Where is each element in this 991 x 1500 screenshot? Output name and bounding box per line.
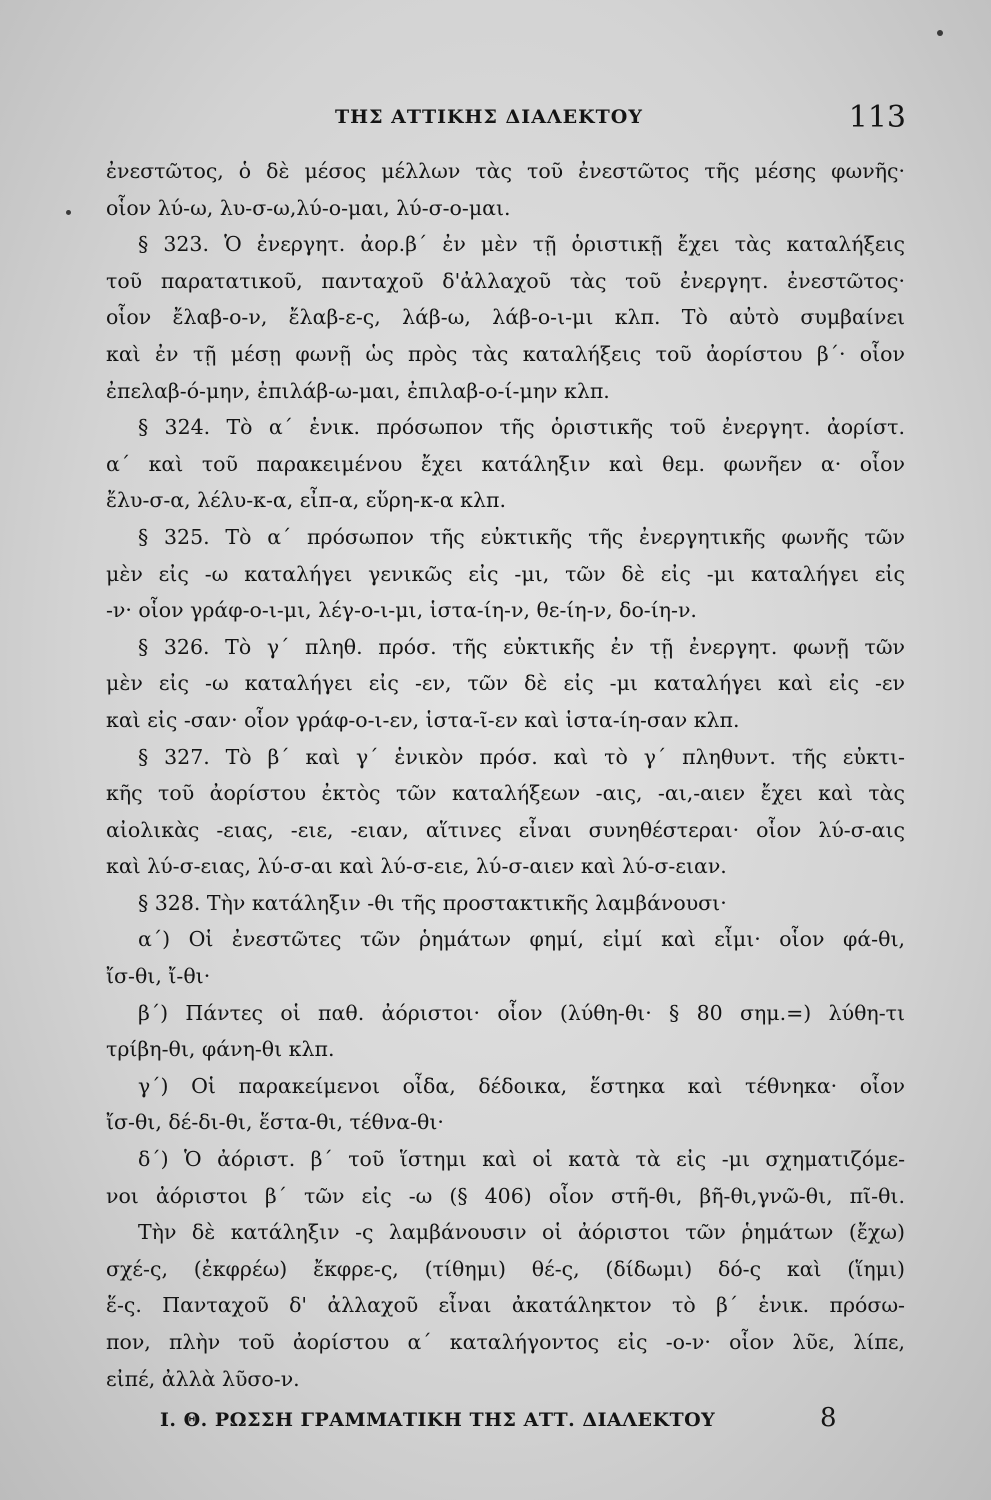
text-line: § 326. Τὸ γ΄ πληθ. πρόσ. τῆς εὐκτικῆς ἐν τῇ ἐνεργητ. φωνῇ τῶν <box>138 634 905 659</box>
text-line: α΄) Οἱ ἐνεστῶτες τῶν ῥημάτων φημί, εἰμί καὶ εἶμι· οἷον φά-θι, <box>138 927 905 952</box>
body-text <box>106 153 905 1397</box>
text-line: ἴσ-θι, ἴ-θι· <box>106 964 211 989</box>
text-line: -ν· οἷον γράφ-ο-ι-μι, λέγ-ο-ι-μι, ἱστα-ίη-ν, θε-ίη-ν, δο-ίη-ν. <box>106 598 697 623</box>
text-line: κῆς τοῦ ἀορίστου ἐκτὸς τῶν καταλήξεων -αις, -αι,-αιεν ἔχει καὶ τὰς <box>106 781 905 806</box>
text-line: ἐπελαβ-ό-μην, ἐπιλάβ-ω-μαι, ἐπιλαβ-ο-ί-μην κλπ. <box>106 378 610 403</box>
text-line: εἰπέ, ἀλλὰ λῦσο-ν. <box>106 1366 300 1391</box>
text-line: πον, πλὴν τοῦ ἀορίστου α΄ καταλήγοντος εἰς -ο-ν· οἷον λῦε, λίπε, <box>106 1330 905 1354</box>
running-title: ΤΗΣ ΑΤΤΙΚΗΣ ΔΙΑΛΕΚΤΟΥ <box>335 106 643 128</box>
text-line: σχέ-ς, (ἐκφρέω) ἔκφρε-ς, (τίθημι) θέ-ς, (δίδωμι) δό-ς καὶ (ἵημι) <box>106 1256 905 1281</box>
footer-title: Ι. Θ. ΡΩΣΣΗ ΓΡΑΜΜΑΤΙΚΗ ΤΗΣ ΑΤΤ. ΔΙΑΛΕΚΤΟΥ <box>160 1409 716 1431</box>
text-line: § 328. Τὴν κατάληξιν -θι τῆς προστακτικῆς λαμβάνουσι· <box>138 890 727 915</box>
text-line: νοι ἀόριστοι β΄ τῶν εἰς -ω (§ 406) οἷον στῆ-θι, βῆ-θι,γνῶ-θι, πῖ-θι. <box>106 1183 905 1208</box>
text-line: οἷον λύ-ω, λυ-σ-ω,λύ-ο-μαι, λύ-σ-ο-μαι. <box>106 195 511 220</box>
ink-speck <box>937 30 943 36</box>
text-line: § 325. Τὸ α΄ πρόσωπον τῆς εὐκτικῆς τῆς ἐνεργητικῆς φωνῆς τῶν <box>138 524 905 549</box>
text-line: γ΄) Οἱ παρακείμενοι οἶδα, δέδοικα, ἕστηκα καὶ τέθνηκα· οἷον <box>138 1073 905 1098</box>
text-line: § 323. Ὁ ἐνεργητ. ἀορ.β΄ ἐν μὲν τῇ ὁριστικῇ ἔχει τὰς καταλήξεις <box>138 232 905 257</box>
text-line: μὲν εἰς -ω καταλήγει εἰς -εν, τῶν δὲ εἰς -μι καταλήγει καὶ εἰς -εν <box>106 671 905 696</box>
text-line: ἕ-ς. Πανταχοῦ δ' ἀλλαχοῦ εἶναι ἀκατάληκτον τὸ β΄ ἑνικ. πρόσω- <box>106 1293 905 1318</box>
text-line: ἴσ-θι, δέ-δι-θι, ἕστα-θι, τέθνα-θι· <box>106 1110 444 1135</box>
running-head <box>105 100 906 140</box>
footer <box>160 1403 901 1443</box>
text-line: δ΄) Ὁ ἀόριστ. β΄ τοῦ ἵστημι καὶ οἱ κατὰ τὰ εἰς -μι σχηματιζόμε- <box>138 1147 905 1172</box>
text-line: α΄ καὶ τοῦ παρακειμένου ἔχει κατάληξιν καὶ θεμ. φωνῆεν α· οἷον <box>106 451 905 476</box>
text-line: § 327. Τὸ β΄ καὶ γ΄ ἑνικὸν πρόσ. καὶ τὸ γ΄ πληθυντ. τῆς εὐκτι- <box>138 744 905 769</box>
text-line: Τὴν δὲ κατάληξιν -ς λαμβάνουσιν οἱ ἀόριστοι τῶν ῥημάτων (ἔχω) <box>138 1220 905 1245</box>
text-line: καὶ ἐν τῇ μέσῃ φωνῇ ὡς πρὸς τὰς καταλήξεις τοῦ ἀορίστου β΄· οἷον <box>106 341 905 366</box>
text-line: καὶ λύ-σ-ειας, λύ-σ-αι καὶ λύ-σ-ειε, λύ-σ-αιεν καὶ λύ-σ-ειαν. <box>106 854 727 879</box>
text-line: μὲν εἰς -ω καταλήγει γενικῶς εἰς -μι, τῶν δὲ εἰς -μι καταλήγει εἰς <box>106 561 905 586</box>
page-number: 113 <box>848 100 906 135</box>
text-line: αἰολικὰς -ειας, -ειε, -ειαν, αἵτινες εἶναι συνηθέστεραι· οἷον λύ-σ-αις <box>106 817 905 842</box>
text-line: τρίβη-θι, φάνη-θι κλπ. <box>106 1037 335 1062</box>
text-line: β΄) Πάντες οἱ παθ. ἀόριστοι· οἷον (λύθη-θι· § 80 σημ.=) λύθη-τι <box>138 1000 905 1025</box>
signature-mark: 8 <box>820 1403 837 1433</box>
text-line: § 324. Τὸ α΄ ἑνικ. πρόσωπον τῆς ὁριστικῆς τοῦ ἐνεργητ. ἀορίστ. <box>138 415 905 440</box>
text-line: ἐνεστῶτος, ὁ δὲ μέσος μέλλων τὰς τοῦ ἐνεστῶτος τῆς μέσης φωνῆς· <box>106 159 905 183</box>
text-line: ἔλυ-σ-α, λέλυ-κ-α, εἶπ-α, εὕρη-κ-α κλπ. <box>106 488 506 513</box>
text-line: οἷον ἔλαβ-ο-ν, ἔλαβ-ε-ς, λάβ-ω, λάβ-ο-ι-μι κλπ. Τὸ αὐτὸ συμβαίνει <box>106 305 905 330</box>
text-line: καὶ εἰς -σαν· οἷον γράφ-ο-ι-εν, ἱστα-ῖ-εν καὶ ἱστα-ίη-σαν κλπ. <box>106 707 740 732</box>
text-line: τοῦ παρατατικοῦ, πανταχοῦ δ'ἀλλαχοῦ τὰς τοῦ ἐνεργητ. ἐνεστῶτος· <box>106 268 905 293</box>
ink-speck <box>66 210 71 215</box>
